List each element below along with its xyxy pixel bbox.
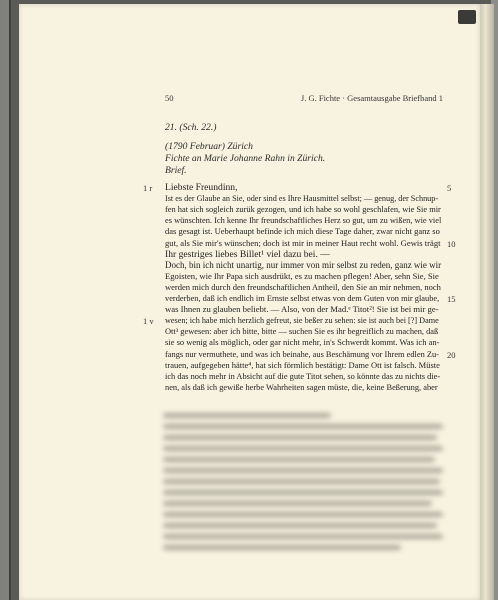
line-number: 10 bbox=[447, 238, 456, 249]
letter-type: Brief. bbox=[165, 165, 187, 176]
body-line: fen hat sich sogleich zurük gezogen, und ich habe so wohl geschlafen, wie Sie mir bbox=[165, 205, 441, 215]
body-line: Ott³ gewesen: aber ich bitte, bitte — suchen Sie es ihr begreiflich zu machen, daß bbox=[165, 327, 439, 337]
body-line: Ihr gestriges liebes Billet¹ viel dazu bei. — bbox=[165, 248, 330, 260]
body-line: verderben, daß ich endlich im Ernste selbst etwas von dem Guten von mir glaube, bbox=[165, 294, 440, 303]
letter-addressee: Fichte an Marie Johanne Rahn in Zürich. bbox=[165, 153, 326, 164]
page-edges bbox=[480, 4, 494, 600]
letter-number: 21. (Sch. 22.) bbox=[165, 122, 217, 133]
page-number: 50 bbox=[165, 93, 174, 103]
body-line: werden mich durch den freundschaftlichen Antheil, den Sie an mir nehmen, noch bbox=[165, 281, 441, 292]
body-line: trauen, aufgegeben hätte⁴, hat sich förmlich bestätigt: Dame Ott ist falsch. Müste bbox=[165, 359, 440, 370]
line-number: 5 bbox=[447, 183, 452, 193]
body-line: das gesagt ist. Ueberhaupt befinde ich mich diese Tage daher, zwar nicht ganz so bbox=[165, 226, 440, 237]
line-number: 15 bbox=[447, 294, 456, 304]
color-marker bbox=[458, 10, 476, 24]
body-line: Doch, bin ich nicht unartig, nur immer von mir selbst zu reden, ganz wie wir bbox=[165, 259, 442, 270]
body-line: es wünschten. Ich kenne Ihr freundschaftliches Herz so gut, um zu wißen, wie viel bbox=[165, 216, 442, 226]
body-line: Ist es der Glaube an Sie, oder sind es Ihre Hausmittel selbst; — genug, der Schnup- bbox=[165, 194, 439, 204]
letter-date-place: (1790 Februar) Zürich bbox=[165, 141, 253, 152]
body-line: nen, als daß ich gewiße herbe Wahrheiten sagen müste, die, keine Beßerung, aber bbox=[165, 382, 438, 392]
body-line: Liebste Freundinn, bbox=[165, 182, 238, 193]
blurred-footnotes bbox=[163, 413, 443, 578]
body-line: fangs nur vermuthete, und was ich beinahe, aus Beschämung vor Ihrem edlen Zu- bbox=[165, 349, 439, 359]
body-line: sie so wenig als möglich, oder gar nicht mehr, in's Schwerdt kommt. Was ich an- bbox=[165, 337, 440, 348]
body-line: wesen; ich habe mich herzlich gefreut, sie beßer zu sehen: sie ist auch bei [?] Dame bbox=[165, 316, 439, 326]
folio-marker: 1 v bbox=[143, 316, 154, 327]
body-line: ich das noch mehr in Absicht auf die gute Titot sehen, so könnte das zu nichts die- bbox=[165, 371, 441, 381]
folio-marker: 1 r bbox=[143, 183, 153, 193]
body-line: Egoisten, wie Ihr Papa sich ausdrükt, es zu machen pflegen! Aber, sehn Sie, Sie bbox=[165, 270, 439, 281]
line-number: 20 bbox=[447, 349, 456, 360]
body-line: was Ihnen zu glauben beliebt. — Also, von der Mad.ᵉ Titot²! Sie ist bei mir ge- bbox=[165, 304, 439, 315]
running-title: J. G. Fichte · Gesamtausgabe Briefband 1 bbox=[300, 93, 443, 103]
body-line: gut, als Sie mir's wünschen; doch ist mir in meiner Haut recht wohl. Gewis trägt bbox=[165, 237, 441, 248]
